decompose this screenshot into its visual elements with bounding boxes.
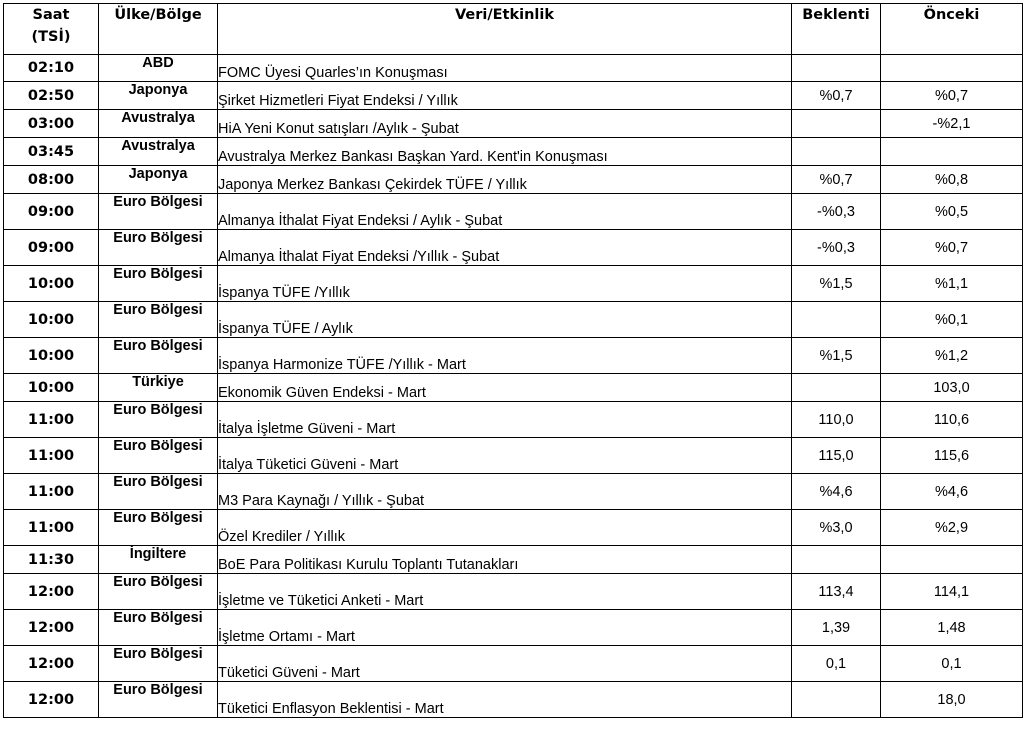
row-time: 11:00 (4, 402, 99, 438)
row-country: Euro Bölgesi (99, 646, 218, 682)
row-country: Avustralya (99, 138, 218, 166)
row-time: 09:00 (4, 194, 99, 230)
table-row (4, 138, 1023, 166)
table-row (4, 194, 1023, 230)
row-previous: %1,2 (881, 338, 1023, 374)
row-time: 12:00 (4, 646, 99, 682)
row-country: Euro Bölgesi (99, 230, 218, 266)
row-event: Almanya İthalat Fiyat Endeksi /Yıllık - Şubat (218, 230, 792, 266)
table-row (4, 574, 1023, 610)
table-row (4, 510, 1023, 546)
row-event: Tüketici Güveni - Mart (218, 646, 792, 682)
row-country: Euro Bölgesi (99, 474, 218, 510)
table-row (4, 646, 1023, 682)
table-row (4, 374, 1023, 402)
row-previous: -%2,1 (881, 110, 1023, 138)
row-expected: 110,0 (792, 402, 881, 438)
row-expected (792, 302, 881, 338)
row-time: 11:30 (4, 546, 99, 574)
economic-calendar-table (3, 3, 1023, 718)
row-time: 12:00 (4, 682, 99, 718)
row-time: 12:00 (4, 574, 99, 610)
row-expected (792, 682, 881, 718)
row-time: 10:00 (4, 266, 99, 302)
table-row (4, 110, 1023, 138)
row-time: 10:00 (4, 302, 99, 338)
table-row (4, 55, 1023, 82)
row-previous: %4,6 (881, 474, 1023, 510)
row-country: Euro Bölgesi (99, 682, 218, 718)
row-time: 12:00 (4, 610, 99, 646)
row-event: HiA Yeni Konut satışları /Aylık - Şubat (218, 110, 792, 138)
row-expected: %4,6 (792, 474, 881, 510)
row-event: İspanya TÜFE /Yıllık (218, 266, 792, 302)
row-time: 10:00 (4, 338, 99, 374)
row-time: 02:50 (4, 82, 99, 110)
row-expected (792, 55, 881, 82)
row-previous: 18,0 (881, 682, 1023, 718)
row-expected: 1,39 (792, 610, 881, 646)
table-row (4, 682, 1023, 718)
row-time: 09:00 (4, 230, 99, 266)
row-event: Japonya Merkez Bankası Çekirdek TÜFE / Yıllık (218, 166, 792, 194)
row-previous (881, 138, 1023, 166)
table-row (4, 230, 1023, 266)
row-event: M3 Para Kaynağı / Yıllık - Şubat (218, 474, 792, 510)
table-row (4, 610, 1023, 646)
row-previous: %1,1 (881, 266, 1023, 302)
row-country: ABD (99, 55, 218, 82)
row-previous: %0,8 (881, 166, 1023, 194)
row-time: 11:00 (4, 474, 99, 510)
row-country: Euro Bölgesi (99, 266, 218, 302)
row-event: İşletme Ortamı - Mart (218, 610, 792, 646)
row-previous: %0,5 (881, 194, 1023, 230)
row-previous (881, 55, 1023, 82)
row-event: İşletme ve Tüketici Anketi - Mart (218, 574, 792, 610)
row-country: Japonya (99, 166, 218, 194)
header-ulke: Ülke/Bölge (99, 4, 218, 55)
row-country: Türkiye (99, 374, 218, 402)
row-expected (792, 374, 881, 402)
row-event: Ekonomik Güven Endeksi - Mart (218, 374, 792, 402)
row-country: Euro Bölgesi (99, 194, 218, 230)
row-event: Avustralya Merkez Bankası Başkan Yard. Kent'in Konuşması (218, 138, 792, 166)
row-previous: 0,1 (881, 646, 1023, 682)
row-expected: 0,1 (792, 646, 881, 682)
row-previous: 110,6 (881, 402, 1023, 438)
table-row (4, 82, 1023, 110)
row-previous: %0,7 (881, 82, 1023, 110)
row-event: FOMC Üyesi Quarles’ın Konuşması (218, 55, 792, 82)
row-country: Euro Bölgesi (99, 402, 218, 438)
row-expected (792, 110, 881, 138)
row-country: İngiltere (99, 546, 218, 574)
row-time: 11:00 (4, 438, 99, 474)
row-event: Almanya İthalat Fiyat Endeksi / Aylık - Şubat (218, 194, 792, 230)
row-event: İspanya TÜFE / Aylık (218, 302, 792, 338)
row-time: 10:00 (4, 374, 99, 402)
table-row (4, 166, 1023, 194)
header-saat-line2: (TSİ) (31, 29, 71, 45)
row-event: İspanya Harmonize TÜFE /Yıllık - Mart (218, 338, 792, 374)
row-country: Euro Bölgesi (99, 302, 218, 338)
table-row (4, 546, 1023, 574)
row-expected: %1,5 (792, 266, 881, 302)
row-country: Japonya (99, 82, 218, 110)
header-saat (4, 4, 99, 55)
row-time: 03:00 (4, 110, 99, 138)
row-expected: -%0,3 (792, 194, 881, 230)
row-country: Euro Bölgesi (99, 438, 218, 474)
row-previous: 115,6 (881, 438, 1023, 474)
header-saat-line1: Saat (32, 7, 70, 23)
row-expected: %0,7 (792, 82, 881, 110)
row-expected: %0,7 (792, 166, 881, 194)
row-event: Tüketici Enflasyon Beklentisi - Mart (218, 682, 792, 718)
row-time: 02:10 (4, 55, 99, 82)
table-row (4, 438, 1023, 474)
header-row (4, 4, 1023, 55)
row-event: BoE Para Politikası Kurulu Toplantı Tutanakları (218, 546, 792, 574)
table-row (4, 402, 1023, 438)
row-country: Euro Bölgesi (99, 574, 218, 610)
header-veri: Veri/Etkinlik (218, 4, 792, 55)
row-event: Şirket Hizmetleri Fiyat Endeksi / Yıllık (218, 82, 792, 110)
row-expected: 115,0 (792, 438, 881, 474)
row-country: Euro Bölgesi (99, 510, 218, 546)
table-row (4, 474, 1023, 510)
row-previous: 103,0 (881, 374, 1023, 402)
row-time: 08:00 (4, 166, 99, 194)
row-previous: %0,1 (881, 302, 1023, 338)
row-previous: %0,7 (881, 230, 1023, 266)
row-expected: %3,0 (792, 510, 881, 546)
row-country: Euro Bölgesi (99, 338, 218, 374)
row-expected (792, 546, 881, 574)
table-row (4, 338, 1023, 374)
row-event: İtalya Tüketici Güveni - Mart (218, 438, 792, 474)
row-previous (881, 546, 1023, 574)
header-onceki: Önceki (881, 4, 1023, 55)
row-time: 03:45 (4, 138, 99, 166)
row-country: Avustralya (99, 110, 218, 138)
row-expected: %1,5 (792, 338, 881, 374)
row-expected: -%0,3 (792, 230, 881, 266)
row-expected (792, 138, 881, 166)
row-time: 11:00 (4, 510, 99, 546)
row-expected: 113,4 (792, 574, 881, 610)
row-previous: 114,1 (881, 574, 1023, 610)
table-row (4, 266, 1023, 302)
row-previous: 1,48 (881, 610, 1023, 646)
row-event: Özel Krediler / Yıllık (218, 510, 792, 546)
row-event: İtalya İşletme Güveni - Mart (218, 402, 792, 438)
header-beklenti: Beklenti (792, 4, 881, 55)
row-previous: %2,9 (881, 510, 1023, 546)
row-country: Euro Bölgesi (99, 610, 218, 646)
table-row (4, 302, 1023, 338)
